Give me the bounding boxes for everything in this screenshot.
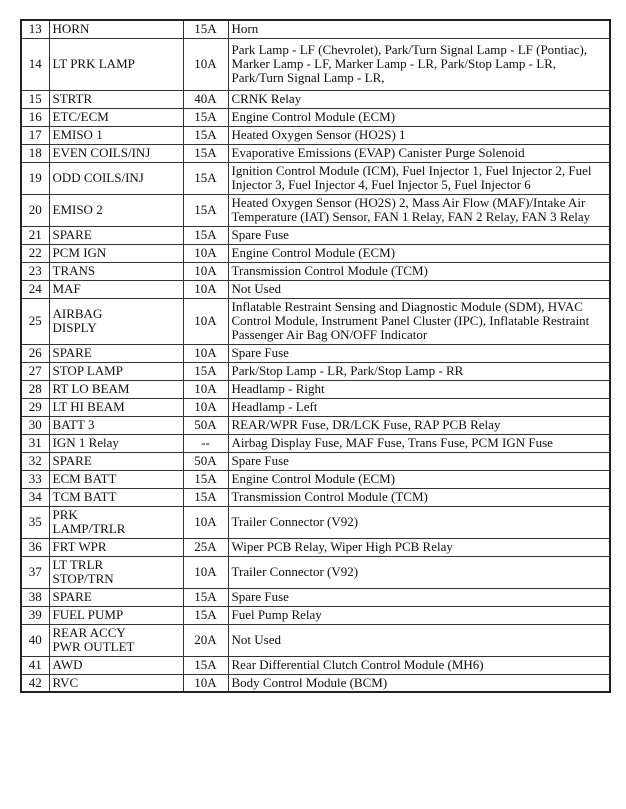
fuse-description-cell: Engine Control Module (ECM) — [228, 244, 610, 262]
fuse-amperage-cell: 15A — [183, 126, 228, 144]
fuse-amperage-cell: 15A — [183, 144, 228, 162]
fuse-name-cell: LT HI BEAM — [49, 398, 183, 416]
fuse-amperage-cell: 15A — [183, 162, 228, 194]
fuse-row — [21, 470, 610, 488]
fuse-amperage-cell: 10A — [183, 38, 228, 90]
fuse-name-cell: PRK LAMP/TRLR — [49, 506, 183, 538]
fuse-row — [21, 588, 610, 606]
fuse-amperage-cell: 10A — [183, 262, 228, 280]
fuse-number-cell: 25 — [21, 298, 49, 344]
fuse-number-cell: 30 — [21, 416, 49, 434]
fuse-number-cell: 13 — [21, 20, 49, 38]
fuse-name-cell: LT PRK LAMP — [49, 38, 183, 90]
fuse-row — [21, 362, 610, 380]
fuse-amperage-cell: 10A — [183, 280, 228, 298]
fuse-description-cell: Park/Stop Lamp - LR, Park/Stop Lamp - RR — [228, 362, 610, 380]
fuse-number-cell: 23 — [21, 262, 49, 280]
fuse-name-cell: STRTR — [49, 90, 183, 108]
fuse-description-cell: Transmission Control Module (TCM) — [228, 262, 610, 280]
fuse-table — [20, 19, 611, 693]
fuse-description-cell: Fuel Pump Relay — [228, 606, 610, 624]
fuse-amperage-cell: 25A — [183, 538, 228, 556]
fuse-row — [21, 416, 610, 434]
fuse-name-cell: ODD COILS/INJ — [49, 162, 183, 194]
fuse-amperage-cell: 10A — [183, 298, 228, 344]
fuse-description-cell: Engine Control Module (ECM) — [228, 470, 610, 488]
fuse-name-cell: ETC/ECM — [49, 108, 183, 126]
fuse-row — [21, 488, 610, 506]
fuse-row — [21, 538, 610, 556]
fuse-row — [21, 506, 610, 538]
fuse-name-cell: IGN 1 Relay — [49, 434, 183, 452]
fuse-amperage-cell: 15A — [183, 656, 228, 674]
fuse-description-cell: REAR/WPR Fuse, DR/LCK Fuse, RAP PCB Relay — [228, 416, 610, 434]
fuse-name-cell: RVC — [49, 674, 183, 692]
fuse-name-cell: EVEN COILS/INJ — [49, 144, 183, 162]
fuse-amperage-cell: 10A — [183, 398, 228, 416]
fuse-description-cell: Heated Oxygen Sensor (HO2S) 2, Mass Air Flow (MAF)/Intake Air Temperature (IAT) Sensor, FAN 1 Relay, FAN 2 Relay, FAN 3 Relay — [228, 194, 610, 226]
fuse-description-cell: Spare Fuse — [228, 588, 610, 606]
fuse-row — [21, 162, 610, 194]
fuse-description-cell: Spare Fuse — [228, 226, 610, 244]
fuse-name-cell: REAR ACCY PWR OUTLET — [49, 624, 183, 656]
fuse-number-cell: 21 — [21, 226, 49, 244]
fuse-name-cell: SPARE — [49, 344, 183, 362]
fuse-description-cell: Spare Fuse — [228, 344, 610, 362]
fuse-number-cell: 31 — [21, 434, 49, 452]
fuse-number-cell: 14 — [21, 38, 49, 90]
fuse-name-cell: ECM BATT — [49, 470, 183, 488]
fuse-name-cell: AIRBAG DISPLY — [49, 298, 183, 344]
fuse-amperage-cell: 10A — [183, 506, 228, 538]
fuse-number-cell: 15 — [21, 90, 49, 108]
fuse-row — [21, 656, 610, 674]
fuse-amperage-cell: 20A — [183, 624, 228, 656]
fuse-description-cell: Rear Differential Clutch Control Module (MH6) — [228, 656, 610, 674]
fuse-name-cell: FUEL PUMP — [49, 606, 183, 624]
fuse-number-cell: 24 — [21, 280, 49, 298]
fuse-name-cell: RT LO BEAM — [49, 380, 183, 398]
fuse-description-cell: Headlamp - Left — [228, 398, 610, 416]
fuse-row — [21, 126, 610, 144]
fuse-amperage-cell: 15A — [183, 108, 228, 126]
fuse-amperage-cell: 50A — [183, 452, 228, 470]
fuse-amperage-cell: 40A — [183, 90, 228, 108]
fuse-description-cell: Trailer Connector (V92) — [228, 556, 610, 588]
fuse-row — [21, 20, 610, 38]
fuse-row — [21, 226, 610, 244]
fuse-row — [21, 280, 610, 298]
fuse-description-cell: Headlamp - Right — [228, 380, 610, 398]
fuse-row — [21, 244, 610, 262]
fuse-description-cell: Not Used — [228, 624, 610, 656]
fuse-row — [21, 108, 610, 126]
fuse-description-cell: Heated Oxygen Sensor (HO2S) 1 — [228, 126, 610, 144]
fuse-amperage-cell: 50A — [183, 416, 228, 434]
fuse-row — [21, 38, 610, 90]
fuse-number-cell: 28 — [21, 380, 49, 398]
fuse-number-cell: 27 — [21, 362, 49, 380]
fuse-number-cell: 20 — [21, 194, 49, 226]
fuse-amperage-cell: 15A — [183, 488, 228, 506]
fuse-number-cell: 22 — [21, 244, 49, 262]
fuse-description-cell: Ignition Control Module (ICM), Fuel Injector 1, Fuel Injector 2, Fuel Injector 3, Fuel Injector 4, Fuel Injector 5, Fuel Injector 6 — [228, 162, 610, 194]
fuse-name-cell: BATT 3 — [49, 416, 183, 434]
fuse-description-cell: Wiper PCB Relay, Wiper High PCB Relay — [228, 538, 610, 556]
fuse-name-cell: EMISO 1 — [49, 126, 183, 144]
fuse-description-cell: Not Used — [228, 280, 610, 298]
fuse-name-cell: AWD — [49, 656, 183, 674]
fuse-amperage-cell: 15A — [183, 20, 228, 38]
fuse-description-cell: Park Lamp - LF (Chevrolet), Park/Turn Signal Lamp - LF (Pontiac), Marker Lamp - LF, Marker Lamp - LR, Park/Stop Lamp - LR, Park/Turn Signal Lamp - LR, — [228, 38, 610, 90]
fuse-amperage-cell: 15A — [183, 606, 228, 624]
fuse-row — [21, 606, 610, 624]
fuse-row — [21, 452, 610, 470]
fuse-row — [21, 194, 610, 226]
fuse-name-cell: STOP LAMP — [49, 362, 183, 380]
fuse-amperage-cell: 10A — [183, 244, 228, 262]
fuse-name-cell: EMISO 2 — [49, 194, 183, 226]
fuse-description-cell: Transmission Control Module (TCM) — [228, 488, 610, 506]
fuse-number-cell: 39 — [21, 606, 49, 624]
fuse-row — [21, 344, 610, 362]
fuse-number-cell: 18 — [21, 144, 49, 162]
fuse-description-cell: Airbag Display Fuse, MAF Fuse, Trans Fuse, PCM IGN Fuse — [228, 434, 610, 452]
fuse-number-cell: 29 — [21, 398, 49, 416]
fuse-table-document — [20, 19, 611, 693]
fuse-number-cell: 37 — [21, 556, 49, 588]
fuse-name-cell: SPARE — [49, 226, 183, 244]
fuse-row — [21, 90, 610, 108]
fuse-row — [21, 398, 610, 416]
fuse-description-cell: Inflatable Restraint Sensing and Diagnostic Module (SDM), HVAC Control Module, Instrument Panel Cluster (IPC), Inflatable Restraint Passenger Air Bag ON/OFF Indicator — [228, 298, 610, 344]
fuse-number-cell: 32 — [21, 452, 49, 470]
fuse-description-cell: Engine Control Module (ECM) — [228, 108, 610, 126]
fuse-name-cell: FRT WPR — [49, 538, 183, 556]
fuse-number-cell: 38 — [21, 588, 49, 606]
fuse-amperage-cell: 10A — [183, 380, 228, 398]
fuse-row — [21, 262, 610, 280]
fuse-amperage-cell: 15A — [183, 362, 228, 380]
fuse-name-cell: MAF — [49, 280, 183, 298]
fuse-table-body — [21, 20, 610, 692]
fuse-row — [21, 674, 610, 692]
fuse-name-cell: SPARE — [49, 452, 183, 470]
fuse-number-cell: 36 — [21, 538, 49, 556]
fuse-amperage-cell: 15A — [183, 588, 228, 606]
fuse-amperage-cell: -- — [183, 434, 228, 452]
fuse-description-cell: Spare Fuse — [228, 452, 610, 470]
fuse-amperage-cell: 15A — [183, 226, 228, 244]
fuse-row — [21, 556, 610, 588]
fuse-description-cell: CRNK Relay — [228, 90, 610, 108]
fuse-name-cell: TCM BATT — [49, 488, 183, 506]
fuse-number-cell: 17 — [21, 126, 49, 144]
fuse-number-cell: 26 — [21, 344, 49, 362]
fuse-description-cell: Horn — [228, 20, 610, 38]
fuse-row — [21, 298, 610, 344]
fuse-number-cell: 33 — [21, 470, 49, 488]
fuse-row — [21, 434, 610, 452]
fuse-amperage-cell: 10A — [183, 556, 228, 588]
fuse-amperage-cell: 10A — [183, 674, 228, 692]
fuse-name-cell: LT TRLR STOP/TRN — [49, 556, 183, 588]
fuse-number-cell: 41 — [21, 656, 49, 674]
fuse-description-cell: Body Control Module (BCM) — [228, 674, 610, 692]
fuse-number-cell: 35 — [21, 506, 49, 538]
fuse-amperage-cell: 15A — [183, 470, 228, 488]
fuse-number-cell: 40 — [21, 624, 49, 656]
fuse-name-cell: PCM IGN — [49, 244, 183, 262]
fuse-number-cell: 19 — [21, 162, 49, 194]
fuse-row — [21, 624, 610, 656]
fuse-description-cell: Evaporative Emissions (EVAP) Canister Purge Solenoid — [228, 144, 610, 162]
fuse-row — [21, 144, 610, 162]
fuse-name-cell: SPARE — [49, 588, 183, 606]
fuse-amperage-cell: 15A — [183, 194, 228, 226]
fuse-row — [21, 380, 610, 398]
fuse-name-cell: HORN — [49, 20, 183, 38]
fuse-amperage-cell: 10A — [183, 344, 228, 362]
fuse-name-cell: TRANS — [49, 262, 183, 280]
fuse-number-cell: 34 — [21, 488, 49, 506]
fuse-description-cell: Trailer Connector (V92) — [228, 506, 610, 538]
fuse-number-cell: 16 — [21, 108, 49, 126]
fuse-number-cell: 42 — [21, 674, 49, 692]
